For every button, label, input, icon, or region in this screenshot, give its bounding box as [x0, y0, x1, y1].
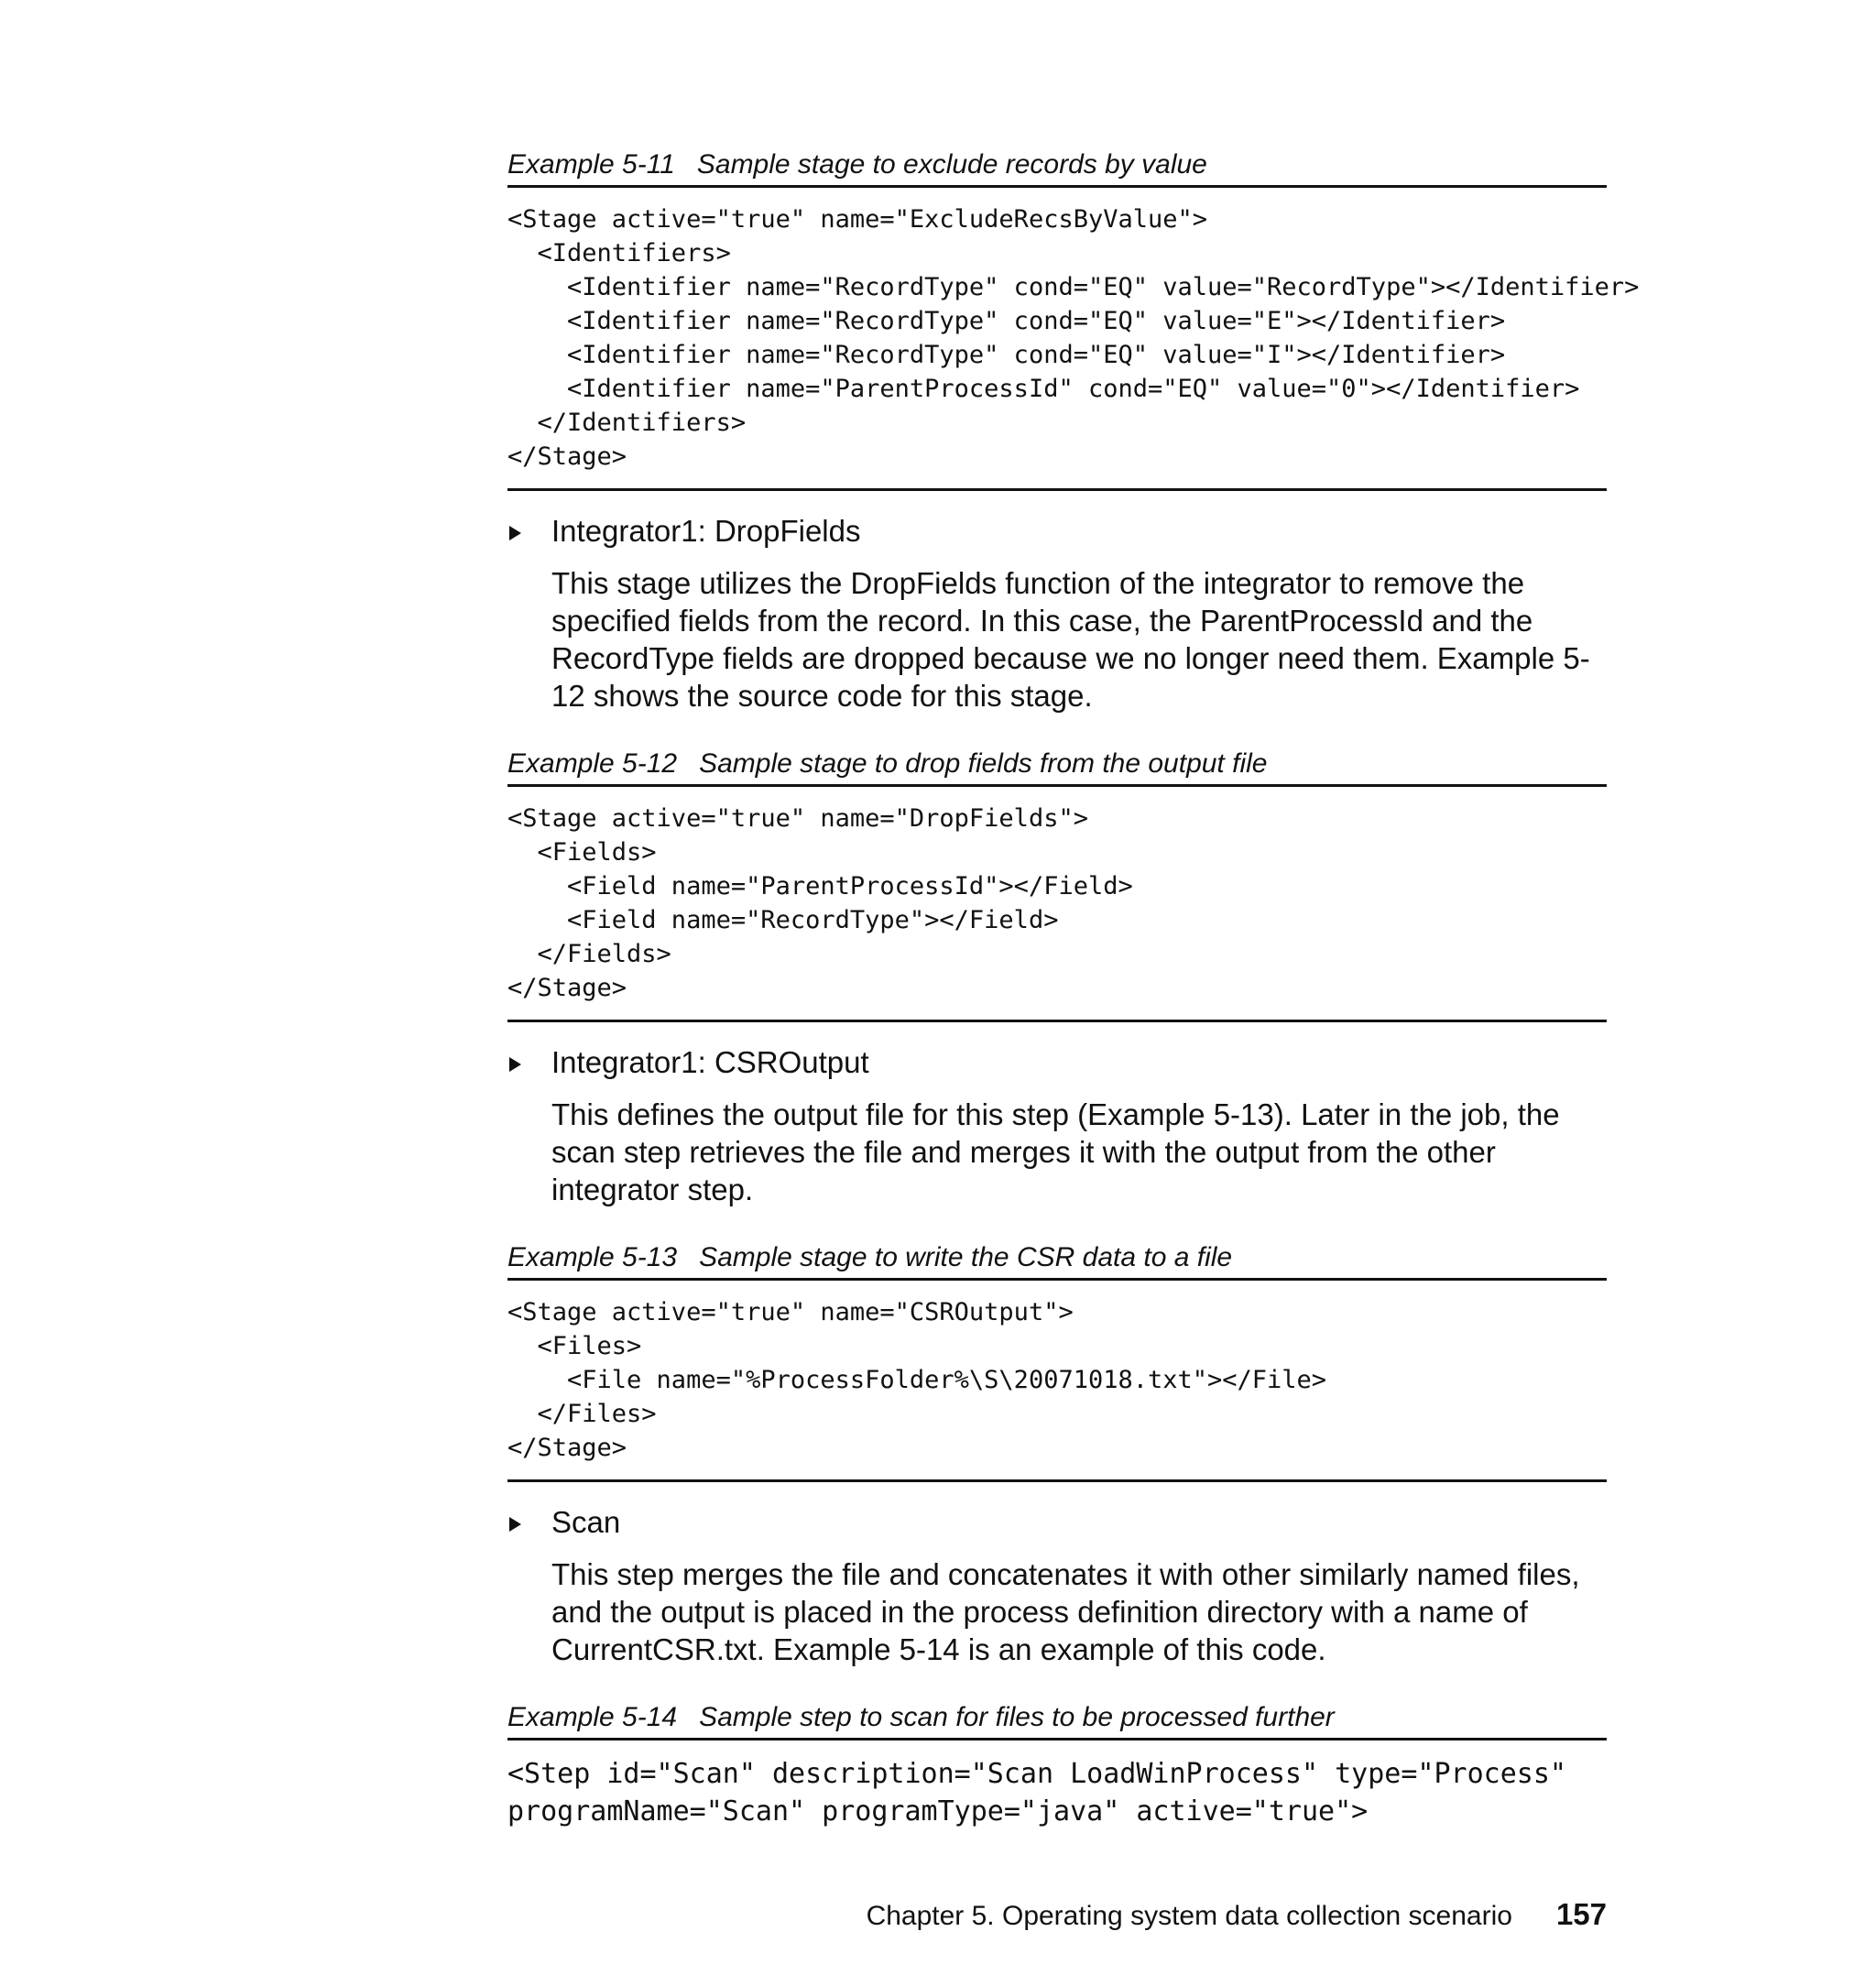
- example-block: [507, 1699, 1607, 1845]
- example-title: Sample stage to write the CSR data to a file: [699, 1242, 1233, 1272]
- bullet-item: [507, 1504, 1607, 1668]
- bottom-rule: [507, 488, 1607, 491]
- example-number: Example 5-12: [507, 748, 678, 779]
- bullet-body: This step merges the file and concatenates it with other similarly named files, and the output is placed in the process definition directory with a name of CurrentCSR.txt. Example 5-14 is an example of this code.: [551, 1557, 1580, 1666]
- triangle-bullet-icon: [509, 1517, 521, 1532]
- bottom-rule: [507, 1479, 1607, 1482]
- example-caption: [507, 1239, 1607, 1278]
- spacer: [507, 1668, 1607, 1699]
- page-content: [507, 147, 1640, 1845]
- bullet-title: Scan: [551, 1505, 621, 1539]
- page-footer: [867, 1896, 1607, 1935]
- example-block: [507, 147, 1640, 491]
- bullet-body: This defines the output file for this step (Example 5-13). Later in the job, the scan step retrieves the file and merges it with the output from the other integrator step.: [551, 1097, 1560, 1206]
- bullet-title: Integrator1: DropFields: [551, 514, 861, 548]
- example-title: Sample stage to drop fields from the output file: [699, 748, 1268, 779]
- example-block: [507, 746, 1607, 1022]
- code-listing: <Stage active="true" name="CSROutput"> <Files> <File name="%ProcessFolder%\S\20071018.txt"></File> </Files> </Stage>: [507, 1298, 1327, 1462]
- example-title: Sample step to scan for files to be processed further: [699, 1702, 1335, 1732]
- bullet-item: [507, 513, 1607, 715]
- example-caption: [507, 746, 1607, 784]
- bottom-rule: [507, 1020, 1607, 1022]
- triangle-bullet-icon: [509, 1057, 521, 1072]
- page-number: 157: [1555, 1897, 1607, 1931]
- bullet-body: This stage utilizes the DropFields function of the integrator to remove the specified fields from the record. In this case, the ParentProcessId and the RecordType fields are dropped because we no longer need them. Example 5-12 shows the source code for this stage.: [551, 566, 1590, 713]
- spacer: [507, 715, 1607, 746]
- example-number: Example 5-13: [507, 1242, 678, 1272]
- example-caption: [507, 147, 1607, 185]
- code-listing: <Stage active="true" name="DropFields"> <Fields> <Field name="ParentProcessId"></Field> <Field name="RecordType"></Field> </Fields> </Stage>: [507, 804, 1133, 1002]
- bullet-title: Integrator1: CSROutput: [551, 1045, 869, 1079]
- example-title: Sample stage to exclude records by value: [696, 149, 1207, 180]
- code-listing: <Step id="Scan" description="Scan LoadWinProcess" type="Process" programName="Scan" programType="java" active="true">: [507, 1758, 1566, 1828]
- spacer: [507, 1208, 1607, 1239]
- chapter-title: Chapter 5. Operating system data collection scenario: [866, 1901, 1512, 1931]
- code-listing: <Stage active="true" name="ExcludeRecsByValue"> <Identifiers> <Identifier name="RecordType" cond="EQ" value="RecordType"></Identifier> <Identifier name="RecordType" cond="EQ" value="E"></Identifier> <Identifier name="RecordType" cond="EQ" value="I"></Identifier> <Identifier name="ParentProcessId" cond="EQ" value="0"></Identifier> </Identifiers> </Stage>: [507, 205, 1640, 471]
- example-number: Example 5-11: [507, 149, 675, 180]
- example-caption: [507, 1699, 1607, 1738]
- example-number: Example 5-14: [507, 1702, 678, 1732]
- triangle-bullet-icon: [509, 526, 521, 540]
- bullet-item: [507, 1044, 1607, 1208]
- example-block: [507, 1239, 1607, 1482]
